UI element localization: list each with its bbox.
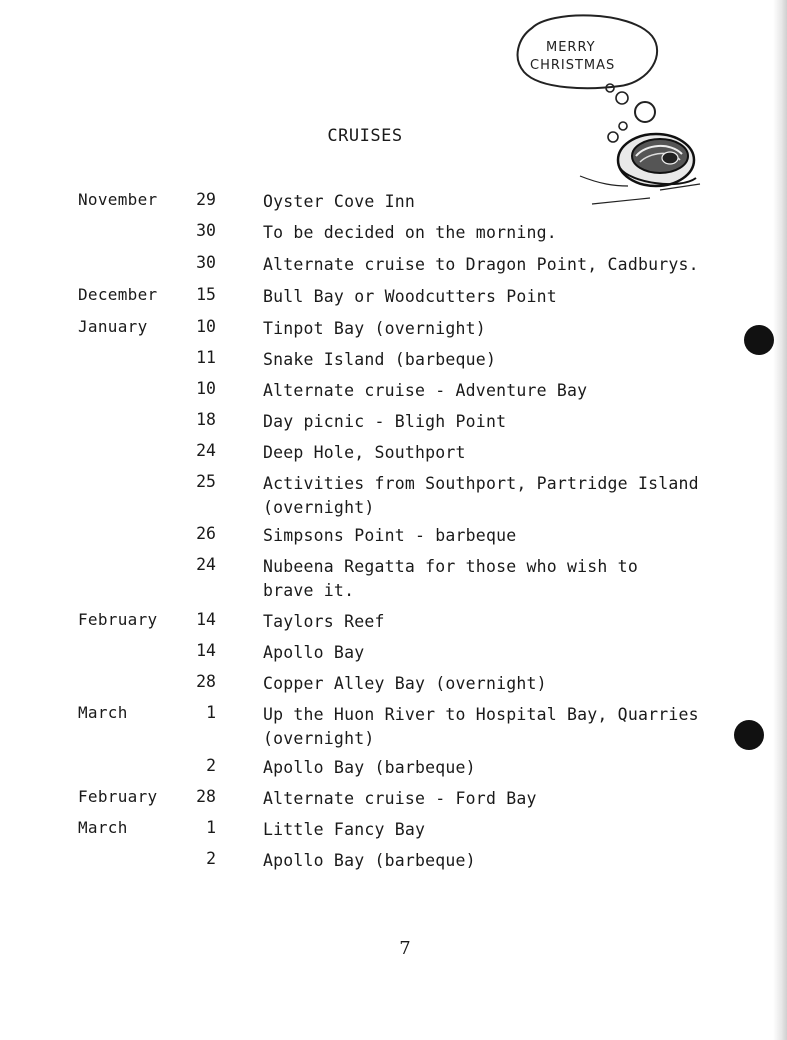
schedule-row [0,672,787,696]
row-description: Deep Hole, Southport [263,443,466,462]
row-description: Tinpot Bay (overnight) [263,319,486,338]
page-number: 7 [399,938,411,959]
row-day: 10 [196,317,216,336]
row-day: 25 [196,472,216,491]
schedule-row [0,253,787,277]
binder-hole-lower [734,720,764,750]
christmas-oyster-cartoon [510,8,710,212]
row-description: Up the Huon River to Hospital Bay, Quarries (overnight) [263,705,699,748]
row-month: February [78,610,158,629]
row-day: 14 [196,641,216,660]
schedule-row [0,787,787,811]
bubble-text-merry: MERRY [546,40,596,55]
schedule-row [0,849,787,873]
schedule-row [0,756,787,780]
row-day: 2 [206,756,216,775]
row-description: Day picnic - Bligh Point [263,412,507,431]
row-description: Activities from Southport, Partridge Island (overnight) [263,474,699,517]
row-month: January [78,317,148,336]
schedule-row [0,410,787,434]
row-description: Apollo Bay (barbeque) [263,758,476,777]
schedule-row [0,221,787,245]
row-month: November [78,190,158,209]
page-edge-shadow [773,0,787,1040]
row-day: 30 [196,221,216,240]
schedule-row [0,641,787,665]
row-day: 1 [206,703,216,722]
page-title: CRUISES [327,126,403,146]
row-description: Alternate cruise - Ford Bay [263,789,537,808]
schedule-row [0,441,787,465]
schedule-row [0,348,787,372]
row-day: 24 [196,555,216,574]
schedule-row [0,818,787,842]
row-description: Little Fancy Bay [263,820,426,839]
row-month: December [78,285,158,304]
row-day: 11 [196,348,216,367]
schedule-row [0,610,787,634]
row-day: 2 [206,849,216,868]
row-day: 1 [206,818,216,837]
schedule-row [0,703,787,748]
schedule-row [0,555,787,600]
schedule-row [0,472,787,517]
schedule-row [0,379,787,403]
row-day: 18 [196,410,216,429]
row-day: 30 [196,253,216,272]
binder-hole-upper [744,325,774,355]
row-month: March [78,818,128,837]
schedule-row [0,524,787,548]
row-day: 24 [196,441,216,460]
row-description: Alternate cruise - Adventure Bay [263,381,588,400]
row-description: To be decided on the morning. [263,223,557,242]
row-description: Apollo Bay (barbeque) [263,851,476,870]
row-day: 29 [196,190,216,209]
oyster-drawing-icon [510,8,710,208]
row-description: Snake Island (barbeque) [263,350,497,369]
row-month: March [78,703,128,722]
row-description: Taylors Reef [263,612,385,631]
row-description: Copper Alley Bay (overnight) [263,674,547,693]
schedule-row [0,317,787,341]
row-description: Simpsons Point - barbeque [263,526,517,545]
row-description: Apollo Bay [263,643,365,662]
row-description: Nubeena Regatta for those who wish to brave it. [263,557,638,600]
row-description: Bull Bay or Woodcutters Point [263,287,557,306]
schedule-row [0,190,787,214]
row-day: 28 [196,672,216,691]
row-month: February [78,787,158,806]
bubble-text-christmas: CHRISTMAS [530,58,616,73]
row-day: 26 [196,524,216,543]
row-day: 28 [196,787,216,806]
schedule-row [0,285,787,309]
row-day: 15 [196,285,216,304]
row-day: 14 [196,610,216,629]
row-description: Oyster Cove Inn [263,192,416,211]
row-description: Alternate cruise to Dragon Point, Cadburys. [263,255,699,274]
row-day: 10 [196,379,216,398]
